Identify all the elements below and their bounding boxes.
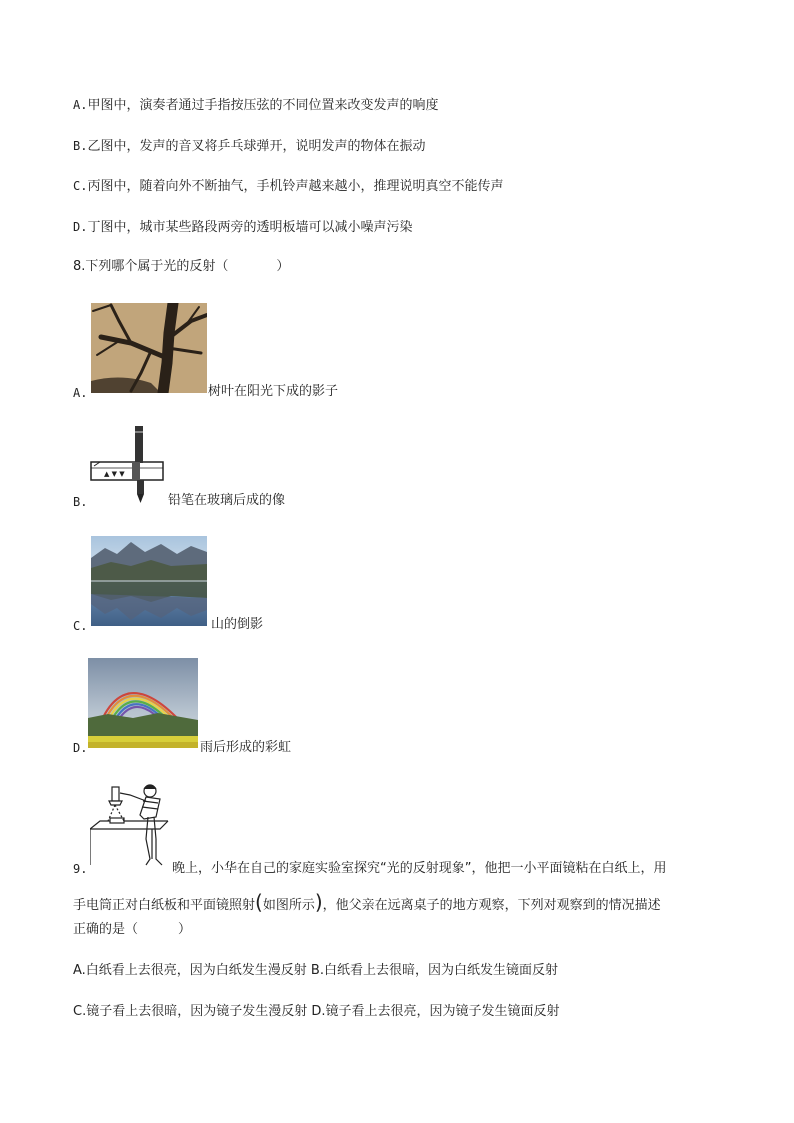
- q9-line-1-text: 晚上，小华在自己的家庭实验室探究“光的反射现象”，他把一小平面镜粘在白纸上，用: [172, 861, 667, 876]
- q8-option-b-label: B.: [73, 495, 88, 509]
- flashlight-experiment-drawing: [90, 779, 170, 867]
- pencil-glass-drawing: [88, 424, 168, 504]
- q9-options-line-1: A.白纸看上去很亮，因为白纸发生漫反射 B.白纸看上去很暗，因为白纸发生镜面反射: [73, 963, 558, 978]
- q9-line-2-a: 手电筒正对白纸板和平面镜照射: [73, 898, 256, 913]
- q7-option-c: [73, 178, 503, 195]
- q7-option-d: [73, 219, 412, 236]
- q7-option-a: [73, 97, 438, 114]
- q8-option-a-label: A.: [73, 386, 88, 400]
- q9-line-2-b: 如图所示: [262, 898, 315, 913]
- q8-option-c-caption: 山的倒影: [211, 617, 264, 632]
- q8-stem: [73, 259, 289, 275]
- mountain-reflection-photo: [91, 536, 207, 626]
- option-text: 乙图中，发声的音叉将乒乓球弹开，说明发声的物体在振动: [87, 139, 426, 154]
- q9-line-2-c: ，他父亲在远离桌子的地方观察，下列对观察到的情况描述: [322, 898, 661, 913]
- q9-line-3: [73, 922, 191, 938]
- q9-line-3-close: ）: [178, 922, 192, 937]
- q8-option-b-caption: 铅笔在玻璃后成的像: [168, 493, 286, 508]
- option-label: D.: [73, 220, 88, 234]
- q9-options-line-2: C.镜子看上去很暗，因为镜子发生漫反射 D.镜子看上去很亮，因为镜子发生镜面反射: [73, 1004, 560, 1019]
- q7-option-b: [73, 138, 425, 155]
- tree-shadow-photo: [91, 303, 207, 393]
- q8-option-c-label: C.: [73, 619, 88, 633]
- option-label: A.: [73, 98, 88, 112]
- q9-line-3-text: 正确的是（: [73, 922, 139, 937]
- option-text: 丁图中，城市某些路段两旁的透明板墙可以减小噪声污染: [87, 220, 413, 235]
- q9-number-label: 9.: [73, 862, 88, 876]
- q8-stem-text: 8.下列哪个属于光的反射（: [73, 259, 229, 274]
- q9-paren-open: (: [255, 890, 263, 914]
- svg-text:▲ ▼ ▼: ▲ ▼ ▼: [104, 470, 125, 478]
- option-label: C.: [73, 179, 88, 193]
- q8-stem-close: ）: [276, 259, 290, 274]
- q9-line-2: [73, 890, 661, 914]
- option-text: 甲图中，演奏者通过手指按压弦的不同位置来改变发声的响度: [87, 98, 439, 113]
- option-label: B.: [73, 139, 88, 153]
- q9-paren-close: ): [314, 890, 323, 914]
- q8-option-a-caption: 树叶在阳光下成的影子: [208, 384, 339, 399]
- q8-option-d-label: D.: [73, 741, 88, 755]
- option-text: 丙图中，随着向外不断抽气，手机铃声越来越小，推理说明真空不能传声: [87, 179, 504, 194]
- rainbow-photo: [88, 658, 198, 748]
- q8-option-d-caption: 雨后形成的彩虹: [200, 740, 292, 755]
